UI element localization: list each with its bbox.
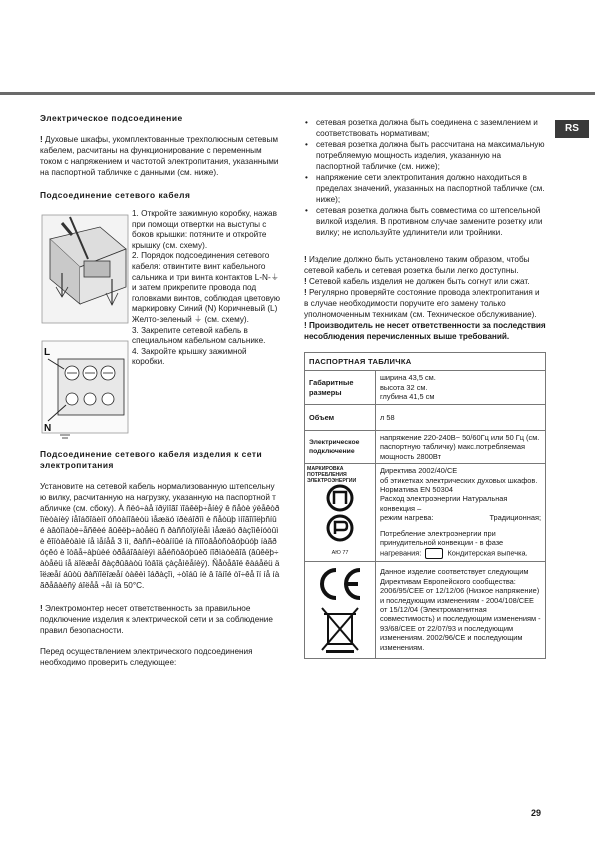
language-tab: RS <box>555 120 589 138</box>
label-N: N <box>44 423 52 434</box>
requirements-list <box>304 117 546 238</box>
volume-value: л 58 <box>376 404 546 430</box>
note-check-text: Регулярно проверяйте состояние провода электропитания и в случае необходимости поручите его замену только уполномоченным техникам (см. Техническое обслуживание). <box>304 288 540 319</box>
warning-mark: ! <box>40 604 46 613</box>
label-L: L <box>44 347 51 358</box>
list-item: • сетевая розетка должна быть совместима со штепсельной вилкой изделия. В противном случае замените розетку или вилку; не используйте удлинители или тройники. <box>316 205 546 238</box>
energy-trad: Традиционная; <box>489 513 541 523</box>
note-cable-text: Сетевой кабель изделия не должен быть согнут или сжат. <box>309 277 530 286</box>
note-check <box>304 287 546 320</box>
connection-steps: 1. Откройте зажимную коробку, нажав при помощи отвертки на выступы с боков крышки: потяните и откройте крышку (см. схему). 2. Порядок подсоединения сетевого кабеля: отвинтите винт кабельного сальника и три винта контактов L-N-⏚ и затем прикрепите провода под головками винтов, соблюдая цветовую маркировку Синий (N) Коричневый (L) Желто-зеленый ⏚ (см. схему). 3. Закрепите сетевой кабель в специальном кабельном сальнике. 4. Закройте крышку зажимной коробки. <box>132 209 280 367</box>
gost-code: АЮ 77 <box>331 549 349 556</box>
electrician-warning <box>40 603 280 636</box>
mains-paragraph: Установите на сетевой кабель нормализованную штепсельную вилку, расчитанную на нагрузку, указанную на паспортной табличке (см. сбоку). À ñëó÷àå ïðÿìîãî ïîäêëþ÷åíèÿ ê ñåòè ýëåêòðîïèòàíèÿ íåîáõîäèìî óñòàíîâèòü ìåæäó ïðèáîðîì è ñåòüþ ìíîãîïîëþñíûé àâòîìàòè÷åñêèé âûêëþ÷àòåëü ñ ðàññòîÿíèåì ìåæäó ðàçîìêíóòûìè êîíòàêòàìè íå ìåíåå 3 ìì, ðàññ÷èòàííûé íà ñîîòâåòñòâóþùóþ íàãðóçêó è îòâå÷àþùèé òðåáîâàíèÿì äåéñòâóþùèõ íîðìàòèâîâ (âûêëþ÷àòåëü íå äîëæåí ðàçðûâàòü îòâîä çàçåìëåíèÿ). Ñåòåâîé êàáåëü äîëæåí áûòü ðàñïîëîæåí òàêèì îáðàçîì, ÷òîáû íè â îäíîé òî÷êå îí íå íàãðåâàëñÿ áîëåå ÷åì íà 50°C. <box>40 482 280 590</box>
electrical-label: Электрическое подключение <box>305 431 376 464</box>
energy-text: Директива 2002/40/CE об этикетках электрических духовых шкафов. Норматива EN 50304 Расход электроэнергии Натуральная конвекция – режим нагрева: <box>380 466 538 523</box>
volume-label: Объем <box>305 404 376 430</box>
wiring-diagram <box>40 209 130 444</box>
energy-text-2: Потребление электроэнергии при принудительной конвекции - в фазе нагревания: <box>380 528 504 557</box>
dimensions-label: Габаритные размеры <box>305 371 376 404</box>
ce-logos <box>305 561 376 658</box>
intro-paragraph <box>40 134 280 178</box>
electrician-text: Электромонтер несет ответственность за правильное подключение изделия к электрической сети и за соблюдение правил безопасности. <box>40 604 273 635</box>
dimensions-value: ширина 43,5 см. высота 32 см. глубина 41,5 см <box>376 371 546 404</box>
warning-mark: ! <box>304 288 310 297</box>
note-access-text: Изделие должно быть установлено таким образом, чтобы сетевой кабель и сетевая розетка были легко доступны. <box>304 255 530 275</box>
right-column <box>304 117 546 659</box>
rating-plate-table <box>304 352 546 659</box>
left-column <box>40 113 280 668</box>
electrical-value: напряжение 220-240В~ 50/60Гц или 50 Гц (см. паспортную табличку) макс.потребляемая мощность 2800Вт <box>376 431 546 464</box>
terminal-box-illustration <box>42 215 128 323</box>
ce-weee-logo <box>314 564 366 654</box>
energy-label-logo: МАРКИРОВКА ПОТРЕБЛЕНИЯ ЭЛЕКТРОЭНЕРГИИ <box>307 466 357 485</box>
energy-logos <box>305 464 376 561</box>
warning-mark: ! <box>304 255 310 264</box>
pastry-icon <box>425 548 443 559</box>
ce-value: Данное изделие соответствует следующим Директивам Европейского сообщества: 2006/95/CEE от 12/12/06 (Низкое напряжение) и последующим изменениям - 2004/108/CEE от 15/12/04 (Электромагнитная совместимость) и последующим изменениям - 93/68/CEE от 22/07/93 и последующим изменениям. 2002/96/CE и последующим изменениям. <box>376 561 546 658</box>
warning-mark: ! <box>304 277 310 286</box>
warning-mark: ! <box>40 135 46 144</box>
plate-title: ПАСПОРТНАЯ ТАБЛИЧКА <box>305 353 546 371</box>
note-access <box>304 254 546 276</box>
note-liability-text: Производитель не несет ответственности за последствия несоблюдения перечисленных выше требований. <box>304 321 546 341</box>
list-item: • сетевая розетка должна быть рассчитана на максимальную потребляемую мощность изделия, указанную на паспортной табличке (см. ниже); <box>316 139 546 172</box>
section-title-cable: Подсоединение сетевого кабеля <box>40 190 191 200</box>
check-intro: Перед осуществлением электрического подсоединения необходимо проверить следующее: <box>40 647 253 667</box>
list-item: • напряжение сети электропитания должно находиться в пределах значений, указанных на паспортной табличке (см. ниже); <box>316 172 546 205</box>
section-title-electrical: Электрическое подсоединение <box>40 113 183 123</box>
page-number: 29 <box>531 808 542 818</box>
note-cable <box>304 276 546 287</box>
gost-r-logo <box>316 484 364 546</box>
intro-text: Духовые шкафы, укомплектованные трехполюсным сетевым кабелем, расчитаны на функционирование с переменным током с напряжением и частотой электропитания, указанными на паспортной табличке с данными (см. ниже). <box>40 135 279 177</box>
terminal-block-illustration <box>42 341 128 438</box>
section-title-mains: Подсоединение сетевого кабеля изделия к сети электропитания <box>40 449 263 470</box>
list-item: • сетевая розетка должна быть соединена с заземлением и соответствовать нормативам; <box>316 117 546 139</box>
energy-value <box>376 464 546 561</box>
warning-mark: ! <box>304 321 310 330</box>
connection-block <box>40 209 280 449</box>
energy-conv: Кондитерская выпечка. <box>447 547 528 557</box>
header-rule <box>0 92 595 95</box>
note-liability <box>304 320 546 342</box>
